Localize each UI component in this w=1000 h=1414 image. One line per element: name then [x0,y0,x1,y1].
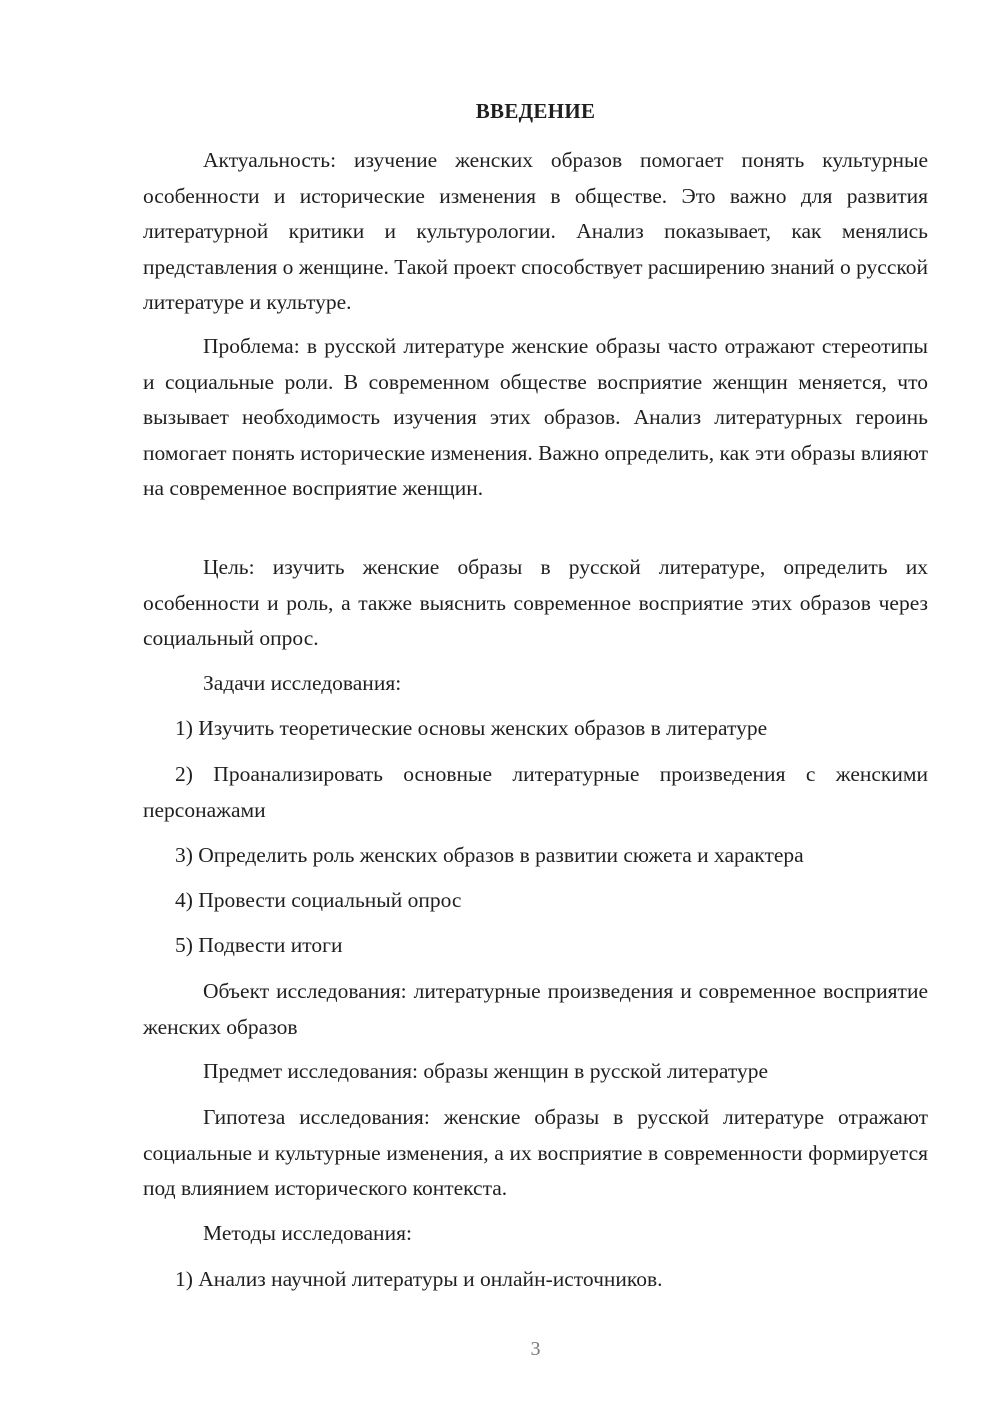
method-item: 1) Анализ научной литературы и онлайн-источников. [175,1267,663,1291]
methods-heading: Методы исследования: [203,1221,412,1245]
task-item: 4) Провести социальный опрос [175,888,462,912]
goal-paragraph: Цель: изучить женские образы в русской литературе, определить их особенности и роль, а также выяснить современное восприятие этих образов через социальный опрос. [143,555,928,651]
tasks-heading: Задачи исследования: [203,671,402,695]
subject-paragraph: Предмет исследования: образы женщин в русской литературе [203,1059,769,1083]
page-number: 3 [530,1338,541,1360]
object-paragraph: Объект исследования: литературные произведения и современное восприятие женских образов [143,979,928,1039]
task-item: 5) Подвести итоги [175,933,343,957]
task-item: 1) Изучить теоретические основы женских образов в литературе [175,716,768,740]
hypothesis-paragraph: Гипотеза исследования: женские образы в русской литературе отражают социальные и культурные изменения, а их восприятие в современности формируется под влиянием исторического контекста. [143,1105,928,1201]
relevance-paragraph: Актуальность: изучение женских образов помогает понять культурные особенности и исторические изменения в обществе. Это важно для развития литературной критики и культурологии. Анализ показывает, как менялись представления о женщине. Такой проект способствует расширению знаний о русской литературе и культуре. [143,148,928,315]
problem-paragraph: Проблема: в русской литературе женские образы часто отражают стереотипы и социальные роли. В современном обществе восприятие женщин меняется, что вызывает необходимость изучения этих образов. Анализ литературных героинь помогает понять исторические изменения. Важно определить, как эти образы влияют на современное восприятие женщин. [143,334,928,501]
section-heading: ВВЕДЕНИЕ [475,99,596,123]
task-item: 2) Проанализировать основные литературные произведения с женскими персонажами [143,762,928,822]
task-item: 3) Определить роль женских образов в развитии сюжета и характера [175,843,804,867]
